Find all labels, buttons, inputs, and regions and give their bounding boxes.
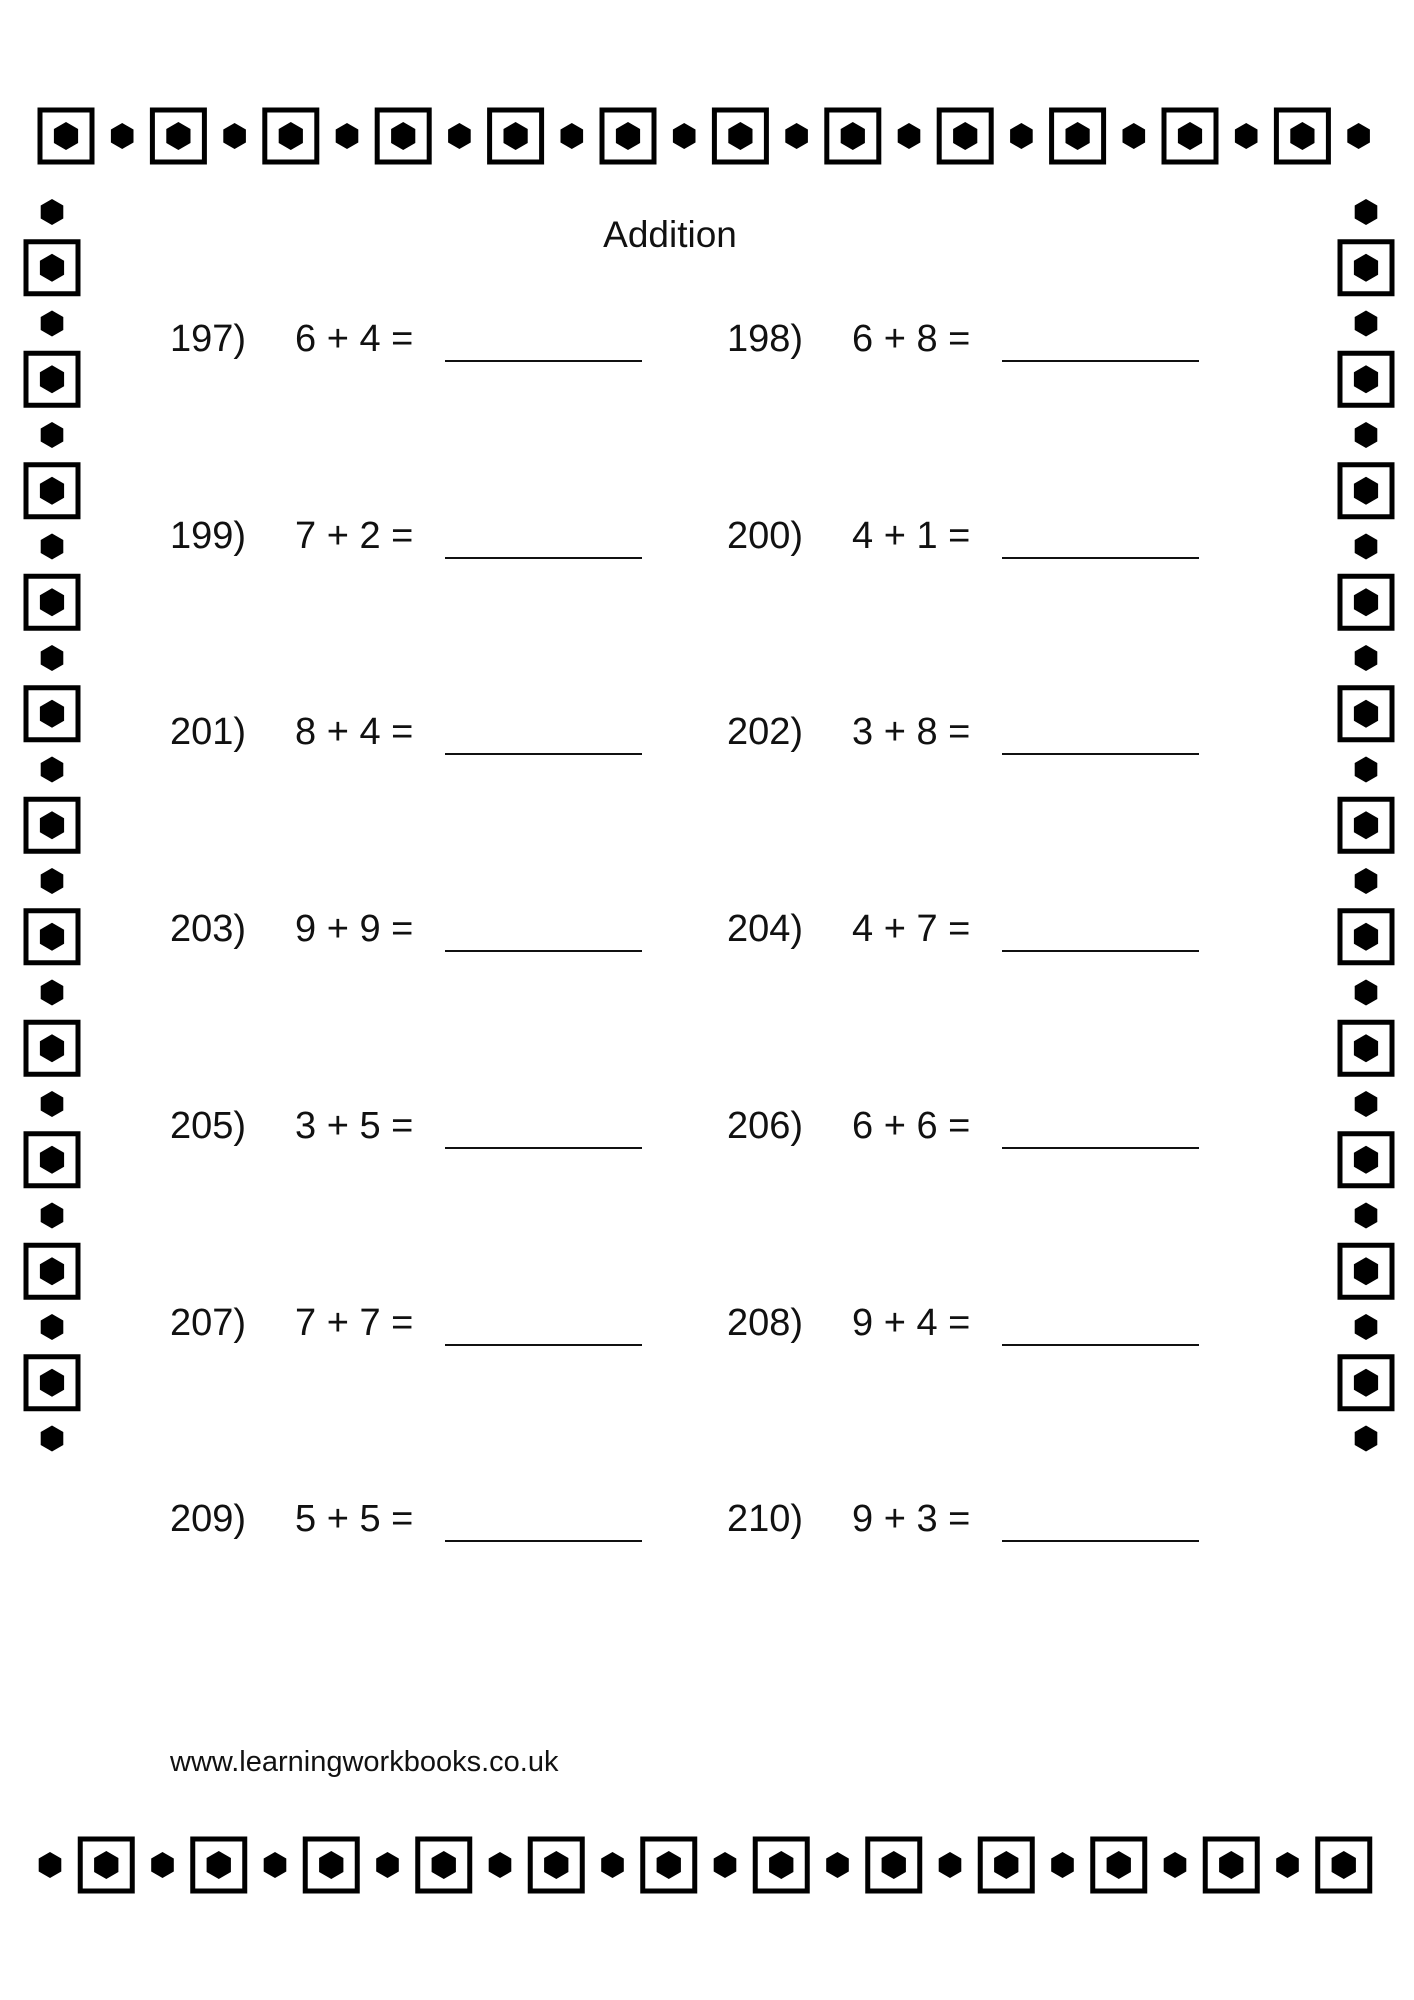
square-hexagon-icon: [26, 465, 78, 517]
square-hexagon-icon: [1340, 799, 1392, 851]
problem-number: 207): [170, 1301, 247, 1344]
problem-expression: 6 + 6 =: [852, 1104, 971, 1147]
problem-number: 205): [170, 1104, 247, 1147]
problem-expression: 7 + 2 =: [295, 514, 414, 557]
hexagon-icon: [111, 123, 134, 149]
square-hexagon-icon: [1340, 353, 1392, 405]
square-hexagon-icon: [643, 1839, 695, 1891]
answer-blank[interactable]: [1002, 1147, 1199, 1149]
hexagon-icon: [601, 1852, 624, 1878]
problem-expression: 4 + 1 =: [852, 514, 971, 557]
square-hexagon-icon: [418, 1839, 470, 1891]
problem-number: 201): [170, 711, 247, 754]
hexagon-icon: [785, 123, 808, 149]
problem-number: 208): [727, 1301, 804, 1344]
hexagon-icon: [223, 123, 246, 149]
problem-expression: 5 + 5 =: [295, 1498, 414, 1541]
answer-blank[interactable]: [445, 753, 642, 755]
square-hexagon-icon: [1052, 110, 1104, 162]
hexagon-icon: [1051, 1852, 1074, 1878]
hexagon-icon: [41, 645, 64, 671]
hexagon-icon: [1010, 123, 1033, 149]
hexagon-icon: [1355, 311, 1378, 337]
problem-expression: 9 + 4 =: [852, 1301, 971, 1344]
hexagon-icon: [41, 1203, 64, 1229]
hexagon-icon: [151, 1852, 174, 1878]
answer-blank[interactable]: [1002, 950, 1199, 952]
hexagon-icon: [1355, 980, 1378, 1006]
square-hexagon-icon: [193, 1839, 245, 1891]
worksheet-title: Addition: [603, 214, 737, 255]
problem-number: 203): [170, 908, 247, 951]
answer-blank[interactable]: [445, 950, 642, 952]
answer-blank[interactable]: [1002, 360, 1199, 362]
hexagon-icon: [41, 422, 64, 448]
problem-expression: 6 + 8 =: [852, 318, 971, 360]
hexagon-icon: [1347, 123, 1370, 149]
square-hexagon-icon: [1340, 1022, 1392, 1074]
answer-blank[interactable]: [1002, 753, 1199, 755]
square-hexagon-icon: [80, 1839, 132, 1891]
problem-expression: 9 + 9 =: [295, 908, 414, 951]
square-hexagon-icon: [40, 110, 92, 162]
hexagon-icon: [1164, 1852, 1187, 1878]
hexagon-icon: [898, 123, 921, 149]
hexagon-icon: [41, 534, 64, 560]
hexagon-icon: [1355, 534, 1378, 560]
problem-number: 206): [727, 1104, 804, 1147]
square-hexagon-icon: [1093, 1839, 1145, 1891]
answer-blank[interactable]: [1002, 1344, 1199, 1346]
hexagon-icon: [1355, 868, 1378, 894]
hexagon-icon: [1355, 757, 1378, 783]
hexagon-icon: [489, 1852, 512, 1878]
square-hexagon-icon: [1340, 1357, 1392, 1409]
answer-blank[interactable]: [445, 1540, 642, 1542]
square-hexagon-icon: [26, 799, 78, 851]
hexagon-icon: [1355, 422, 1378, 448]
problem-number: 200): [727, 514, 804, 557]
square-hexagon-icon: [377, 110, 429, 162]
hexagon-icon: [561, 123, 584, 149]
square-hexagon-icon: [26, 1134, 78, 1186]
square-hexagon-icon: [26, 688, 78, 740]
square-hexagon-icon: [755, 1839, 807, 1891]
square-hexagon-icon: [1340, 911, 1392, 963]
footer-url: www.learningworkbooks.co.uk: [170, 1746, 559, 1778]
hexagon-icon: [41, 868, 64, 894]
square-hexagon-icon: [1340, 242, 1392, 294]
square-hexagon-icon: [1276, 110, 1328, 162]
hexagon-icon: [336, 123, 359, 149]
square-hexagon-icon: [602, 110, 654, 162]
answer-blank[interactable]: [445, 360, 642, 362]
problem-number: 210): [727, 1498, 804, 1541]
hexagon-icon: [1355, 1091, 1378, 1117]
square-hexagon-icon: [26, 1357, 78, 1409]
problem-number: 198): [727, 318, 804, 360]
hexagon-icon: [448, 123, 471, 149]
problem-number: 197): [170, 318, 247, 360]
hexagon-icon: [41, 311, 64, 337]
square-hexagon-icon: [868, 1839, 920, 1891]
square-hexagon-icon: [1340, 1245, 1392, 1297]
square-hexagon-icon: [1164, 110, 1216, 162]
square-hexagon-icon: [26, 911, 78, 963]
hexagon-icon: [376, 1852, 399, 1878]
answer-blank[interactable]: [445, 1344, 642, 1346]
problem-expression: 8 + 4 =: [295, 711, 414, 754]
hexagon-icon: [1355, 645, 1378, 671]
square-hexagon-icon: [26, 1022, 78, 1074]
square-hexagon-icon: [530, 1839, 582, 1891]
hexagon-icon: [826, 1852, 849, 1878]
hexagon-icon: [264, 1852, 287, 1878]
square-hexagon-icon: [980, 1839, 1032, 1891]
answer-blank[interactable]: [1002, 557, 1199, 559]
square-hexagon-icon: [305, 1839, 357, 1891]
problem-expression: 3 + 8 =: [852, 711, 971, 754]
square-hexagon-icon: [26, 1245, 78, 1297]
square-hexagon-icon: [152, 110, 204, 162]
problem-expression: 6 + 4 =: [295, 318, 414, 360]
hexagon-icon: [939, 1852, 962, 1878]
square-hexagon-icon: [1340, 688, 1392, 740]
hexagon-icon: [1355, 1203, 1378, 1229]
hexagon-icon: [41, 1091, 64, 1117]
hexagon-icon: [1123, 123, 1146, 149]
answer-blank[interactable]: [445, 557, 642, 559]
hexagon-icon: [673, 123, 696, 149]
hexagon-icon: [1355, 1426, 1378, 1452]
problem-expression: 7 + 7 =: [295, 1301, 414, 1344]
problem-number: 202): [727, 711, 804, 754]
hexagon-icon: [714, 1852, 737, 1878]
square-hexagon-icon: [1205, 1839, 1257, 1891]
problem-expression: 3 + 5 =: [295, 1104, 414, 1147]
square-hexagon-icon: [265, 110, 317, 162]
hexagon-icon: [41, 980, 64, 1006]
hexagon-icon: [1355, 199, 1378, 225]
answer-blank[interactable]: [445, 1147, 642, 1149]
problem-number: 204): [727, 908, 804, 951]
square-hexagon-icon: [827, 110, 879, 162]
hexagon-icon: [41, 1426, 64, 1452]
hexagon-icon: [1355, 1314, 1378, 1340]
hexagon-icon: [39, 1852, 62, 1878]
problem-number: 199): [170, 514, 247, 557]
hexagon-icon: [41, 757, 64, 783]
square-hexagon-icon: [939, 110, 991, 162]
hexagon-icon: [1276, 1852, 1299, 1878]
square-hexagon-icon: [26, 576, 78, 628]
hexagon-icon: [1235, 123, 1258, 149]
hexagon-icon: [41, 1314, 64, 1340]
square-hexagon-icon: [490, 110, 542, 162]
problem-number: 209): [170, 1498, 247, 1541]
square-hexagon-icon: [1340, 576, 1392, 628]
problem-expression: 4 + 7 =: [852, 908, 971, 951]
square-hexagon-icon: [1318, 1839, 1370, 1891]
square-hexagon-icon: [1340, 465, 1392, 517]
answer-blank[interactable]: [1002, 1540, 1199, 1542]
problem-expression: 9 + 3 =: [852, 1498, 971, 1541]
square-hexagon-icon: [1340, 1134, 1392, 1186]
square-hexagon-icon: [714, 110, 766, 162]
square-hexagon-icon: [26, 353, 78, 405]
